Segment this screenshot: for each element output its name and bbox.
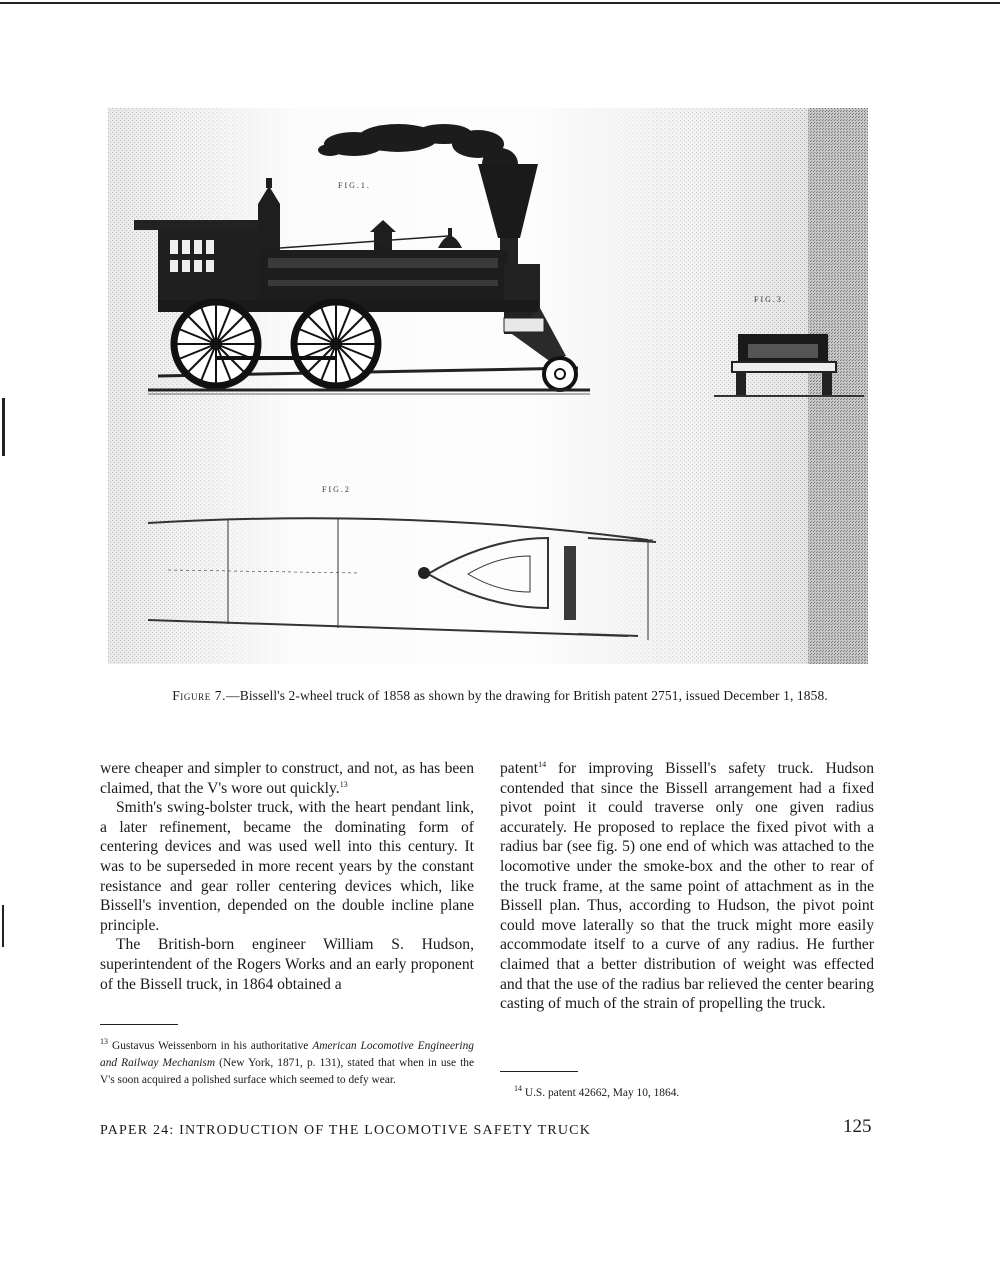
scan-edge-mark xyxy=(2,905,4,947)
paragraph xyxy=(100,759,474,798)
paragraph: The British-born engineer William S. Hudson, superintendent of the Rogers Works and an early proponent of the Bissell truck, in 1864 obtained a xyxy=(100,936,474,993)
footnote-text: U.S. patent 42662, May 10, 1864. xyxy=(522,1087,680,1099)
footnote-ref: 13 xyxy=(339,779,348,789)
footnote-text: (New York, 1871, p. 131), stated that when in use the V's soon acquired a polished surface which seemed to defy wear. xyxy=(100,1057,475,1086)
footnote-rule xyxy=(100,1024,178,1025)
patent-drawing-figure xyxy=(108,108,868,664)
paragraph-text: were cheaper and simpler to construct, and not, as has been claimed, that the V's wore out quickly. xyxy=(100,760,474,797)
paragraph-text: for improving Bissell's safety truck. Hudson contended that since the Bissell arrangement had a fixed pivot point it could traverse only one given radius accurately. He proposed to replace the fixed pivot with a radius bar (see fig. 5) one end of which was attached to the locomotive under the smoke-box and the other to rear of the truck frame, at the same point of attachment as in the Bissell plan. Thus, according to Hudson, the pivot point could move laterally so that the truck might more easily accommodate itself to a curve of any radius. He further claimed that a better distribution of weight was effected and that the use of the radius bar relieved the center bearing casting of much of the strain of propelling the truck. xyxy=(500,760,874,1013)
cited-title: American Locomotive Engineering and Railway Mechanism xyxy=(100,1040,474,1069)
footnote-rule xyxy=(500,1071,578,1072)
fig3-label: F I G . 3 . xyxy=(754,295,785,304)
fig1-label: F I G . 1 . xyxy=(338,181,369,190)
paragraph-text: patent xyxy=(500,760,539,777)
running-head: PAPER 24: INTRODUCTION OF THE LOCOMOTIVE SAFETY TRUCK xyxy=(100,1123,592,1138)
driving-wheel xyxy=(174,302,258,386)
footnote-text: Gustavus Weissenborn in his authoritative xyxy=(108,1040,313,1052)
footnote-13 xyxy=(100,1038,474,1089)
right-column xyxy=(500,759,874,1014)
page-number: 125 xyxy=(843,1116,872,1137)
footnote-14 xyxy=(514,1085,874,1102)
top-edge-rule xyxy=(0,2,1000,4)
paragraph: Smith's swing-bolster truck, with the heart pendant link, a later refinement, became the dominating form of centering devices and was used well into this century. It was to be superseded in more recent years by the constant resistance and gear roller centering devices which, like Bissell's invention, depended on the double incline plane principle. xyxy=(100,799,474,934)
locomotive-patent-drawing xyxy=(108,108,868,664)
scan-edge-mark xyxy=(2,398,5,456)
caption-text: —Bissell's 2-wheel truck of 1858 as shown by the drawing for British patent 2751, issued December 1, 1858. xyxy=(226,688,828,703)
left-column xyxy=(100,759,474,994)
figure-caption xyxy=(100,688,900,704)
truck-axle-box xyxy=(564,546,576,620)
paragraph xyxy=(500,759,874,1014)
truck-pivot-point xyxy=(418,567,430,579)
footnote-ref: 14 xyxy=(538,759,547,769)
fig2-label: F I G . 2 xyxy=(322,485,349,494)
driving-wheel xyxy=(294,302,378,386)
truck-wheel xyxy=(544,358,576,390)
footnote-number: 14 xyxy=(514,1084,522,1094)
footnote-number: 13 xyxy=(100,1037,108,1047)
caption-lead: Figure 7. xyxy=(172,688,227,703)
